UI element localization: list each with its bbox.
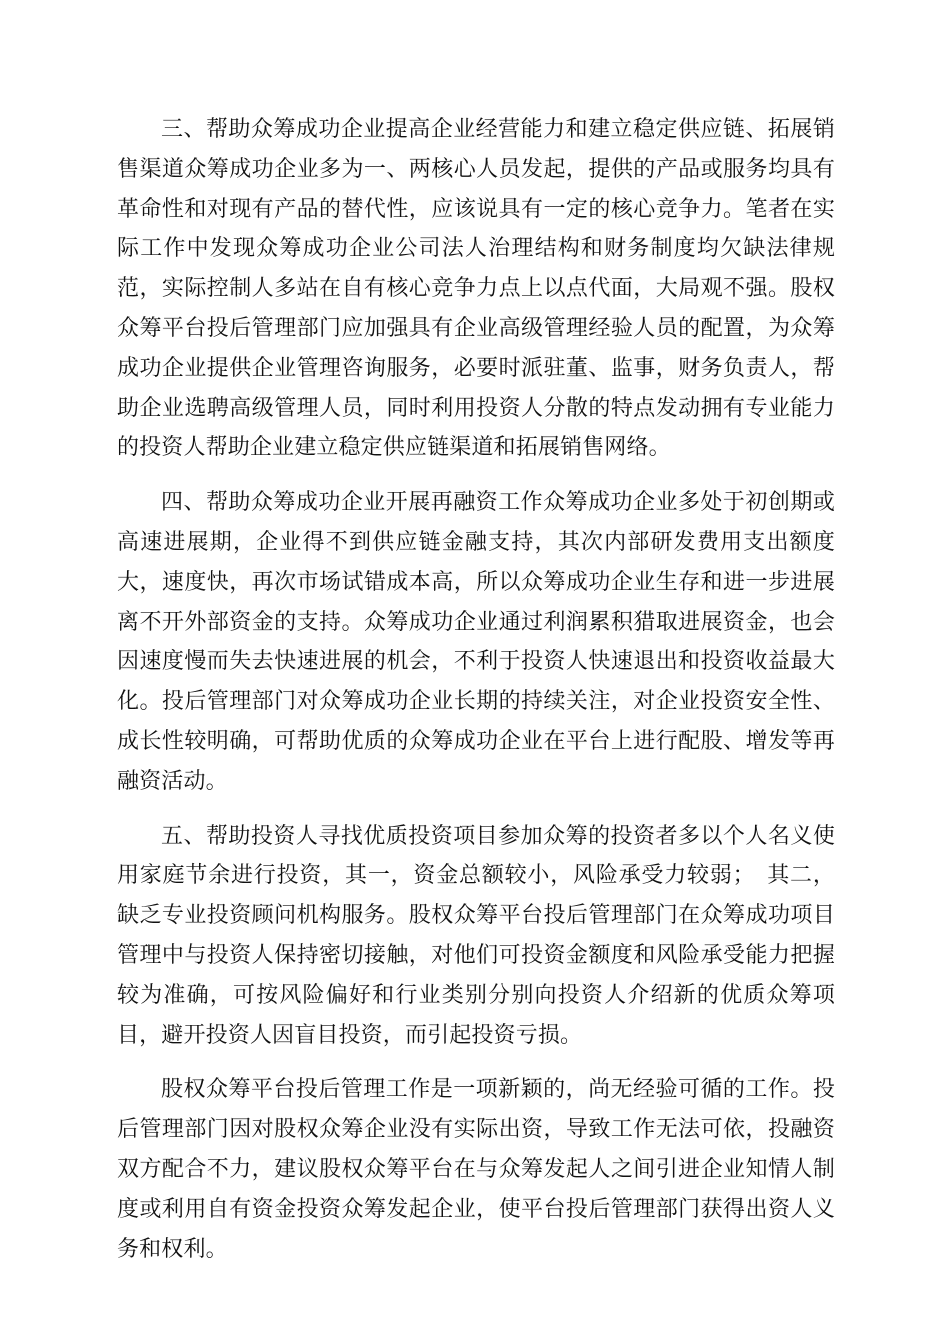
paragraph-section-three: 三、帮助众筹成功企业提高企业经营能力和建立稳定供应链、拓展销售渠道众筹成功企业多为一、两核心人员发起，提供的产品或服务均具有革命性和对现有产品的替代性，应该说具有一定的核心竞争力。笔者在实际工作中发现众筹成功企业公司法人治理结构和财务制度均欠缺法律规范，实际控制人多站在自有核心竞争力点上以点代面，大局观不强。股权众筹平台投后管理部门应加强具有企业高级管理经验人员的配置，为众筹成功企业提供企业管理咨询服务，必要时派驻董、监事，财务负责人，帮助企业选聘高级管理人员，同时利用投资人分散的特点发动拥有专业能力的投资人帮助企业建立稳定供应链渠道和拓展销售网络。 bbox=[117, 117, 835, 461]
paragraph-section-four: 四、帮助众筹成功企业开展再融资工作众筹成功企业多处于初创期或高速进展期，企业得不到供应链金融支持，其次内部研发费用支出额度大，速度快，再次市场试错成本高，所以众筹成功企业生存和进一步进展离不开外部资金的支持。众筹成功企业通过利润累积猎取进展资金，也会因速度慢而失去快速进展的机会，不利于投资人快速退出和投资收益最大化。投后管理部门对众筹成功企业长期的持续关注，对企业投资安全性、成长性较明确，可帮助优质的众筹成功企业在平台上进行配股、增发等再融资活动。 bbox=[117, 490, 835, 794]
paragraph-section-five: 五、帮助投资人寻找优质投资项目参加众筹的投资者多以个人名义使用家庭节余进行投资，其一，资金总额较小，风险承受力较弱； 其二，缺乏专业投资顾问机构服务。股权众筹平台投后管理部门在众筹成功项目管理中与投资人保持密切接触，对他们可投资金额度和风险承受能力把握较为准确，可按风险偏好和行业类别分别向投资人介绍新的优质众筹项目，避开投资人因盲目投资，而引起投资亏损。 bbox=[117, 823, 835, 1048]
paragraph-conclusion: 股权众筹平台投后管理工作是一项新颖的，尚无经验可循的工作。投后管理部门因对股权众筹企业没有实际出资，导致工作无法可依，投融资双方配合不力，建议股权众筹平台在与众筹发起人之间引进企业知情人制度或利用自有资金投资众筹发起企业，使平台投后管理部门获得出资人义务和权利。 bbox=[117, 1077, 835, 1262]
document-body bbox=[117, 110, 835, 1269]
